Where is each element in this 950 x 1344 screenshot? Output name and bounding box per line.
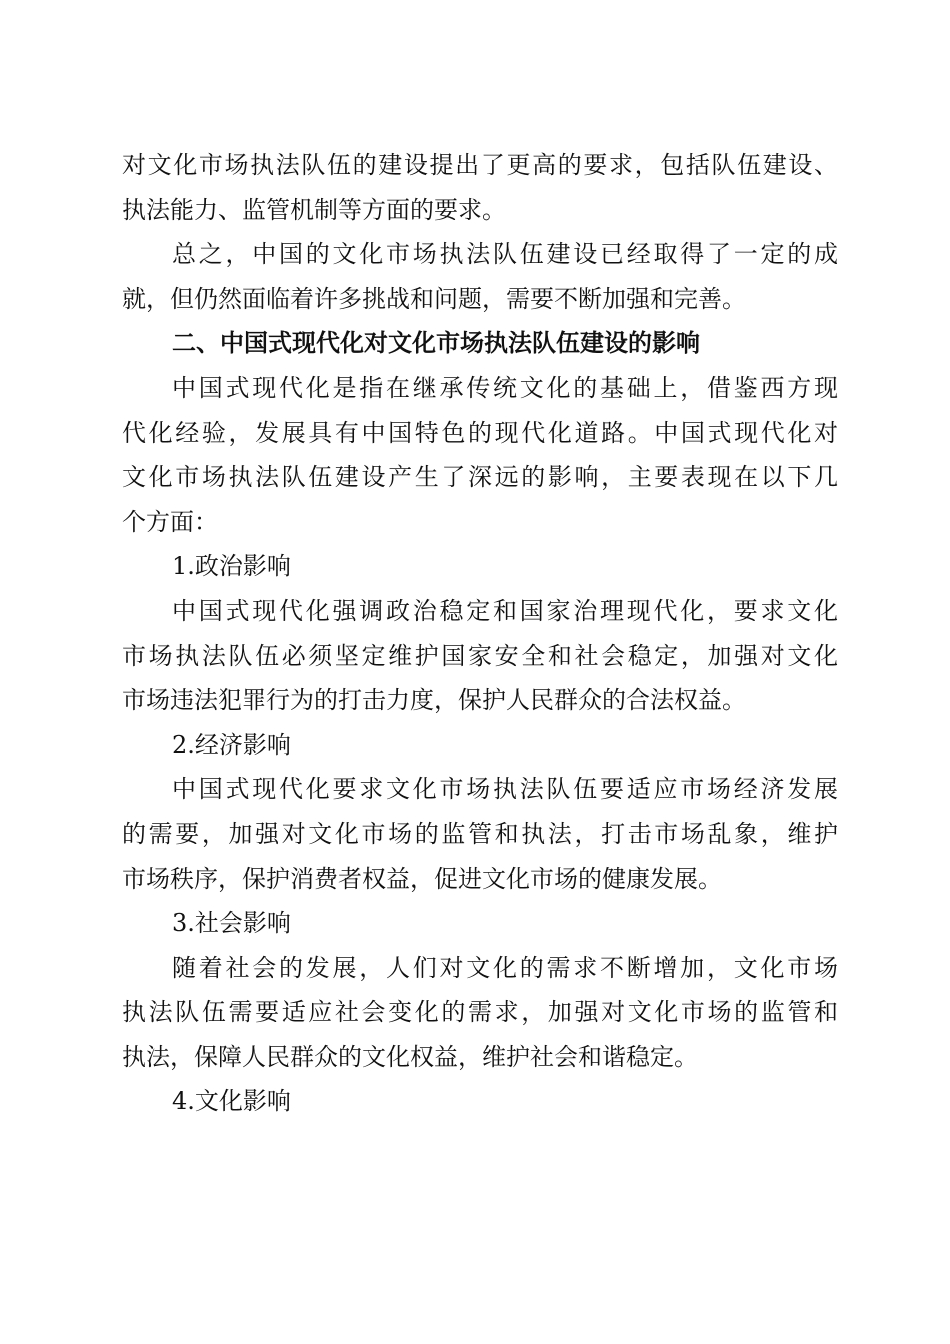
text-line: 市场违法犯罪行为的打击力度，保护人民群众的合法权益。 (122, 686, 746, 715)
text-line: 市场执法队伍必须坚定维护国家安全和社会稳定，加强对文化 (122, 641, 838, 670)
text-line: 3.社会影响 (172, 909, 291, 938)
text-line: 二、中国式现代化对文化市场执法队伍建设的影响 (172, 329, 700, 358)
paragraph (122, 143, 838, 232)
text-line: 对文化市场执法队伍的建设提出了更高的要求，包括队伍建设、 (122, 151, 838, 179)
text-line: 1.政治影响 (172, 552, 291, 581)
text-line: 文化市场执法队伍建设产生了深远的影响，主要表现在以下几 (122, 463, 838, 492)
paragraph (122, 946, 838, 1080)
text-line: 的需要，加强对文化市场的监管和执法，打击市场乱象，维护 (122, 819, 838, 848)
text-line: 个方面： (122, 507, 218, 536)
subsection-heading (122, 1079, 838, 1124)
subsection-heading (122, 723, 838, 768)
subsection-heading (122, 901, 838, 946)
paragraph (122, 767, 838, 901)
text-line: 随着社会的发展，人们对文化的需求不断增加，文化市场 (172, 953, 838, 982)
text-line: 2.经济影响 (172, 730, 291, 759)
text-line: 中国式现代化是指在继承传统文化的基础上，借鉴西方现 (172, 373, 838, 402)
paragraph (122, 366, 838, 544)
document-page (122, 143, 838, 1124)
text-line: 市场秩序，保护消费者权益，促进文化市场的健康发展。 (122, 864, 722, 893)
text-line: 执法队伍需要适应社会变化的需求，加强对文化市场的监管和 (122, 998, 838, 1027)
text-line: 总之，中国的文化市场执法队伍建设已经取得了一定的成 (172, 240, 838, 269)
text-line: 就，但仍然面临着许多挑战和问题，需要不断加强和完善。 (122, 284, 746, 313)
paragraph (122, 232, 838, 321)
section-heading (122, 321, 838, 366)
subsection-heading (122, 544, 838, 589)
text-line: 执法能力、监管机制等方面的要求。 (122, 195, 506, 224)
text-line: 4.文化影响 (172, 1087, 291, 1116)
text-line: 中国式现代化强调政治稳定和国家治理现代化，要求文化 (172, 596, 838, 625)
text-line: 执法，保障人民群众的文化权益，维护社会和谐稳定。 (122, 1042, 698, 1071)
text-line: 中国式现代化要求文化市场执法队伍要适应市场经济发展 (172, 775, 838, 804)
text-line: 代化经验，发展具有中国特色的现代化道路。中国式现代化对 (122, 418, 838, 447)
paragraph (122, 589, 838, 723)
